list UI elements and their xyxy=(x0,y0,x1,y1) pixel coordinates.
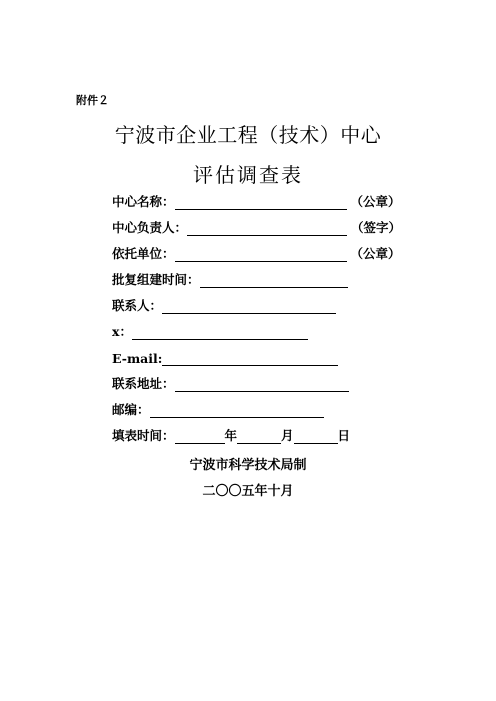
attachment-label: 附件２ xyxy=(76,94,109,107)
field-label: E-mail: xyxy=(112,351,163,366)
field-approval-time xyxy=(112,270,348,288)
month-label: 月 xyxy=(281,428,294,443)
field-host-unit xyxy=(112,244,401,262)
field-label: 批复组建时间： xyxy=(112,272,200,287)
field-center-name xyxy=(112,192,401,210)
field-label: x： xyxy=(112,324,132,339)
issue-date-text: 二〇〇五年十月 xyxy=(202,484,294,499)
x-input-line[interactable] xyxy=(132,325,308,340)
month-input-line[interactable] xyxy=(237,429,281,444)
field-label: 填表时间： xyxy=(112,428,175,443)
field-label: 中心名称： xyxy=(112,194,175,209)
contact-person-input-line[interactable] xyxy=(162,299,336,314)
field-label: 联系地址： xyxy=(112,376,175,391)
host-unit-input-line[interactable] xyxy=(175,247,347,262)
field-address xyxy=(112,374,349,392)
field-label: 中心负责人： xyxy=(112,220,188,235)
postcode-input-line[interactable] xyxy=(150,403,324,418)
field-x xyxy=(112,322,308,340)
field-label: 联系人： xyxy=(112,298,163,313)
issuer-text: 宁波市科学技术局制 xyxy=(189,458,307,473)
day-input-line[interactable] xyxy=(294,429,338,444)
field-suffix: （公章） xyxy=(350,194,401,209)
field-email xyxy=(112,348,338,366)
center-name-input-line[interactable] xyxy=(175,195,347,210)
year-input-line[interactable] xyxy=(175,429,225,444)
field-suffix: （签字） xyxy=(351,220,402,235)
field-contact-person xyxy=(112,296,336,314)
field-center-director xyxy=(112,218,401,236)
document-title: 宁波市企业工程（技术）中心 xyxy=(114,123,382,147)
document-subtitle: 评估调查表 xyxy=(193,163,303,187)
address-input-line[interactable] xyxy=(175,377,349,392)
approval-time-input-line[interactable] xyxy=(200,273,348,288)
field-label: 依托单位： xyxy=(112,246,175,261)
field-fill-date xyxy=(112,426,350,444)
year-label: 年 xyxy=(224,428,238,443)
center-director-input-line[interactable] xyxy=(187,221,347,236)
field-suffix: （公章） xyxy=(350,246,401,261)
day-label: 日 xyxy=(337,428,351,443)
field-postcode xyxy=(112,400,324,418)
email-input-line[interactable] xyxy=(162,351,338,366)
field-label: 邮编： xyxy=(112,402,150,417)
